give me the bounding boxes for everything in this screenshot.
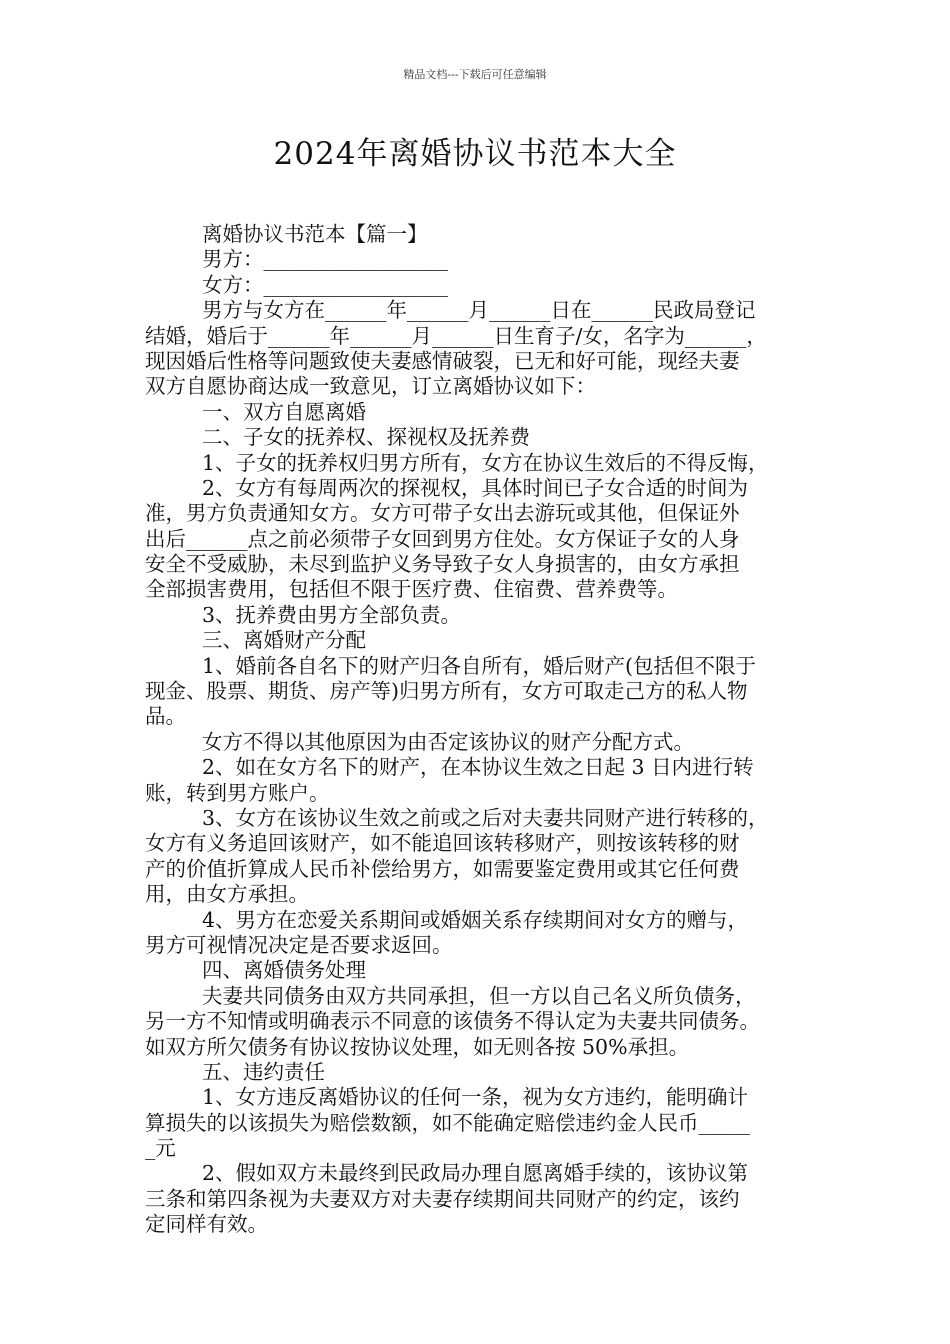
body-line: 账，转到男方账户。 — [145, 780, 330, 805]
body-line: 2、女方有每周两次的探视权，具体时间已子女合适的时间为 — [202, 475, 749, 500]
body-line: 另一方不知情或明确表示不同意的该债务不得认定为夫妻共同债务。 — [145, 1009, 760, 1034]
body-line: 如双方所欠债务有协议按协议处理，如无则各按 50%承担。 — [145, 1034, 690, 1059]
body-line: 准，男方负责通知女方。女方可带子女出去游玩或其他，但保证外 — [145, 501, 740, 526]
body-line: 一、双方自愿离婚 — [202, 399, 366, 424]
body-line: 女方：__________________ — [202, 272, 448, 297]
body-line: 五、违约责任 — [202, 1059, 325, 1084]
body-line: 1、女方违反离婚协议的任何一条，视为女方违约，能明确计 — [202, 1085, 749, 1110]
body-line: 女方有义务追回该财产，如不能追回该转移财产，则按该转移的财 — [145, 831, 740, 856]
body-line: 算损失的以该损失为赔偿数额，如不能确定赔偿违约金人民币_____ — [145, 1110, 750, 1135]
body-line: _元 — [145, 1136, 176, 1161]
body-line: 男方：__________________ — [202, 247, 448, 272]
body-line: 1、子女的抚养权归男方所有，女方在协议生效后的不得反悔， — [202, 450, 769, 475]
body-line: 男方可视情况决定是否要求返回。 — [145, 932, 453, 957]
body-line: 三条和第四条视为夫妻双方对夫妻存续期间共同财产的约定，该约 — [145, 1186, 740, 1211]
body-line: 四、离婚债务处理 — [202, 958, 366, 983]
document-body — [145, 222, 831, 1238]
body-line: 双方自愿协商达成一致意见，订立离婚协议如下： — [145, 374, 596, 399]
body-line: 3、抚养费由男方全部负责。 — [202, 602, 462, 627]
document-title: 2024年离婚协议书范本大全 — [273, 136, 677, 172]
body-line: 三、离婚财产分配 — [202, 628, 366, 653]
body-line: 3、女方在该协议生效之前或之后对夫妻共同财产进行转移的， — [202, 805, 769, 830]
body-line: 2、假如双方未最终到民政局办理自愿离婚手续的，该协议第 — [202, 1161, 749, 1186]
body-line: 现金、股票、期货、房产等)归男方所有，女方可取走己方的私人物 — [145, 679, 748, 704]
body-line: 现因婚后性格等问题致使夫妻感情破裂，已无和好可能，现经夫妻 — [145, 348, 740, 373]
body-line: 出后______点之前必须带子女回到男方住处。女方保证子女的人身 — [145, 526, 740, 551]
body-line: 女方不得以其他原因为由否定该协议的财产分配方式。 — [202, 729, 694, 754]
body-line: 全部损害费用，包括但不限于医疗费、住宿费、营养费等。 — [145, 577, 678, 602]
body-line: 4、男方在恋爱关系期间或婚姻关系存续期间对女方的赠与， — [202, 907, 749, 932]
body-line: 结婚，婚后于______年______月______日生育子/女，名字为______， — [145, 323, 767, 348]
body-line: 品。 — [145, 704, 186, 729]
body-line: 安全不受威胁，未尽到监护义务导致子女人身损害的，由女方承担 — [145, 552, 740, 577]
body-line: 离婚协议书范本【篇一】 — [202, 222, 428, 246]
body-line: 二、子女的抚养权、探视权及抚养费 — [202, 425, 530, 450]
body-line: 夫妻共同债务由双方共同承担，但一方以自己名义所负债务， — [202, 983, 756, 1008]
body-line: 男方与女方在______年______月______日在______民政局登记 — [202, 298, 756, 323]
body-line: 1、婚前各自名下的财产归各自所有，婚后财产(包括但不限于 — [202, 653, 757, 678]
body-line: 用，由女方承担。 — [145, 882, 309, 907]
body-line: 定同样有效。 — [145, 1212, 268, 1237]
page-header-note: 精品文档---下载后可任意编辑 — [403, 68, 547, 81]
body-line: 2、如在女方名下的财产，在本协议生效之日起 3 日内进行转 — [202, 755, 754, 780]
body-line: 产的价值折算成人民币补偿给男方，如需要鉴定费用或其它任何费 — [145, 856, 740, 881]
